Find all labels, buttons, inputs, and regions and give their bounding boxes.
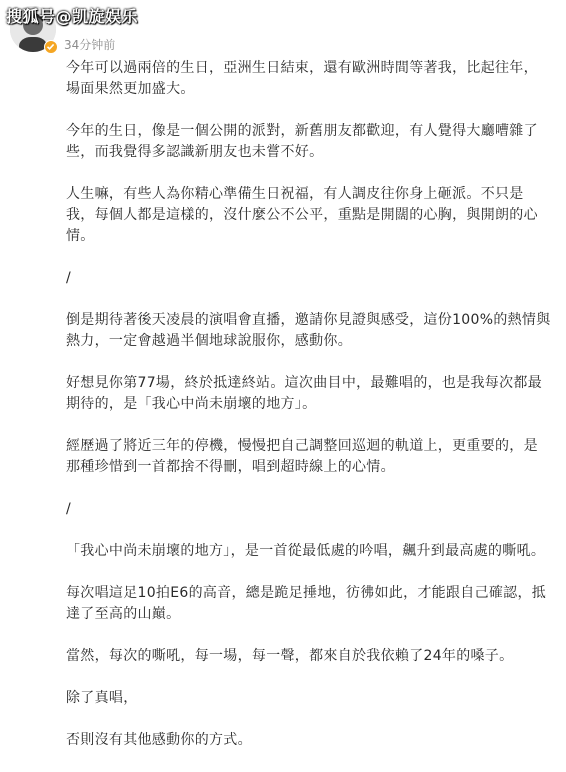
post-paragraph: 「我心中尚未崩壞的地方」，是一首從最低處的吟唱，飆升到最高處的嘶吼。 xyxy=(66,543,546,559)
post-paragraph: 倒是期待著後天凌晨的演唱會直播，邀請你見證與感受，這份100%的熱情與熱力，一定會越過半個地球說服你，感動你。 xyxy=(66,312,551,349)
post-paragraph: 當然，每次的嘶吼，每一場，每一聲，都來自於我依賴了24年的嗓子。 xyxy=(66,648,514,664)
post-paragraph: 人生嘛，有些人為你精心準備生日祝福，有人調皮往你身上砸派。不只是我，每個人都是這樣的，沒什麼公不公平，重點是開闊的心胸，與開朗的心情。 xyxy=(66,186,538,244)
section-divider: / xyxy=(66,501,72,517)
post-timestamp[interactable]: 34分钟前 xyxy=(64,38,116,52)
post-paragraph: 好想見你第77場，終於抵達終站。這次曲目中，最難唱的，也是我每次都最期待的，是「我心中尚未崩壞的地方」。 xyxy=(66,375,543,412)
post-body xyxy=(66,58,552,772)
post-paragraph: 今年的生日，像是一個公開的派對，新舊朋友都歡迎，有人覺得大廳嘈雜了些，而我覺得多認識新朋友也未嘗不好。 xyxy=(66,123,538,160)
verified-badge-icon xyxy=(44,40,58,54)
post-header xyxy=(0,0,566,58)
post-paragraph: 否則沒有其他感動你的方式。 xyxy=(66,732,252,748)
source-watermark: 搜狐号@凯旋娱乐 xyxy=(6,7,139,26)
post-paragraph: 除了真唱， xyxy=(66,690,138,706)
post-paragraph: 經歷過了將近三年的停機，慢慢把自己調整回巡迴的軌道上，更重要的，是那種珍惜到一首都捨不得刪，唱到超時線上的心情。 xyxy=(66,438,538,475)
post-paragraph: 每次唱這足10拍E6的高音，總是跪足捶地，彷彿如此，才能跟自己確認，抵達了至高的山巔。 xyxy=(66,585,547,622)
section-divider: / xyxy=(66,270,72,286)
post-paragraph: 今年可以過兩倍的生日，亞洲生日結束，還有歐洲時間等著我，比起往年，場面果然更加盛大。 xyxy=(66,60,538,97)
